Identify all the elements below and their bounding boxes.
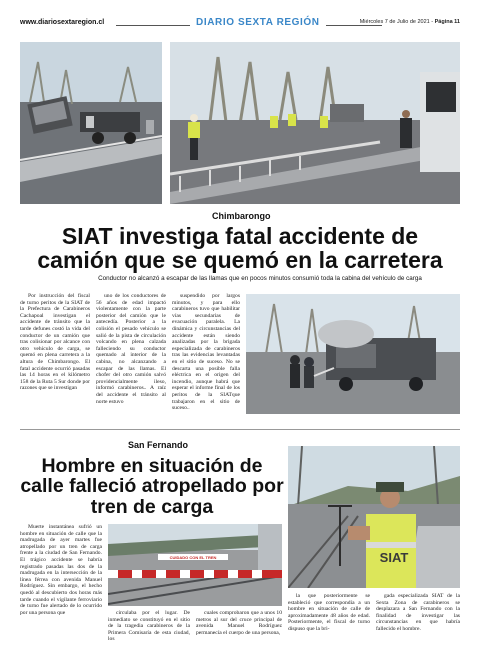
article2-column-2: circulaba por el lugar. De inmediato se constituyó en el sitio de la tragedia carabineros de la Primera Comisaría de esta ciudad, los (108, 610, 190, 643)
photo-burnt-truck (246, 294, 460, 414)
article2-column-3: cuales comprobaron que a unos 10 metros al sur del cruce principal de avenida Manuel Rodríguez permanecía el cuerpo de una persona, (196, 610, 282, 636)
masthead: DIARIO SEXTA REGIÓN (196, 17, 320, 28)
photo-siat-officer (288, 446, 460, 588)
article1-headline: SIAT investiga fatal accidente de camión que se quemó en la carretera (37, 223, 443, 274)
article2-column-1: Muerte instantánea sufrió un hombre en situación de calle que la madrugada de ayer martes fue atropellado por un tren de carga frente a la ciudad de San Fernando. El trágico accidente se habría registrado pasadas las dos de la madrugada en la intersección de la línea férrea con avenida Manuel Rodríguez. Sin embargo, el hecho quedó al descubierto dos horas más tarde cuando el vigilante ferroviario de turno fue alertado de lo ocurrido por una persona que (20, 524, 102, 616)
photo-highway-responders (170, 42, 460, 204)
issue-date: Miércoles 7 de Julio de 2021 - Página 11 (359, 19, 460, 25)
train-sign-text: CUIDADO CON EL TREN (169, 555, 217, 560)
vest-text: SIAT (379, 550, 409, 565)
article1-deck: Conductor no alcanzó a escapar de las llamas que en pocos minutos consumió toda la cabina del vehículo de carga (98, 275, 422, 282)
header-divider-left (116, 25, 190, 26)
article1-column-1: Por instrucción del fiscal de turno peritos de la SIAT de la Prefectura de Carabineros Cachapoal investigan el accidente de tránsito que la tarde defunes costó la vida del conductor de un camión que tras colisionar por alcance con otro vehículo de carga, se quemó en plena carretera a la altura de Chimbarongo. El fatal accidente ocurrió pasadas las 14 horas en el kilómetro 158 de la Ruta 5 Sur donde por razones que se investigan (20, 293, 90, 392)
article2-kicker: San Fernando (128, 440, 189, 450)
website-url[interactable]: www.diariosextaregion.cl (20, 19, 105, 26)
article2-column-5: gada especializada SIAT de la Sexta Zona de carabineros se desplazara a San Fernando con la finalidad de investigar las circunstancias en que habría fallecido el hombre. (376, 593, 460, 632)
article1-column-3: suspendido por largos minutos, y para ello carabineros tuvo que habilitar vías secundarias de evacuación paralela. La dinámica y circunstancias del accidente están siendo analizadas por la brigada especializada de carabineros tras las evidencias levantadas en el sitio de suceso. No se descarta una posible falla eléctrica en el origen del incendio, aunque habrá que esperar el informe final de los peritos de la SIATque trabajaron en el sitio de suceso.. (172, 293, 240, 412)
article1-column-2: uno de los conductores de 56 años de edad impactó violentamente con la parte posterior del camión que le antecedía. Posterior a la colisión el pesado vehículo se salió de la pista de circulación volcando en plena calzada falleciendo su conductor quemado al interior de la cabina, no alcanzando a escapar de las llamas. El chofer del otro camión salvó providencialmente ileso, informó carabineros.. A raíz del accidente el tránsito al norte estuvo (96, 293, 166, 405)
article1-kicker: Chimbarongo (212, 211, 271, 221)
header-divider-right (326, 25, 382, 26)
photo-overturned-truck (20, 42, 162, 204)
article2-headline: Hombre en situación de calle falleció atropellado por tren de carga (20, 455, 284, 518)
section-divider (20, 429, 460, 430)
photo-railway-crossing (108, 524, 282, 606)
page-header (20, 18, 460, 32)
article2-column-4: la que posteriormente se estableció que correspondía a un hombre en situación de calle de aproximadamente 48 años de edad. Posteriormente, el fiscal de turno dispuso que la bri- (288, 593, 370, 632)
page-number: Página 11 (434, 19, 460, 25)
